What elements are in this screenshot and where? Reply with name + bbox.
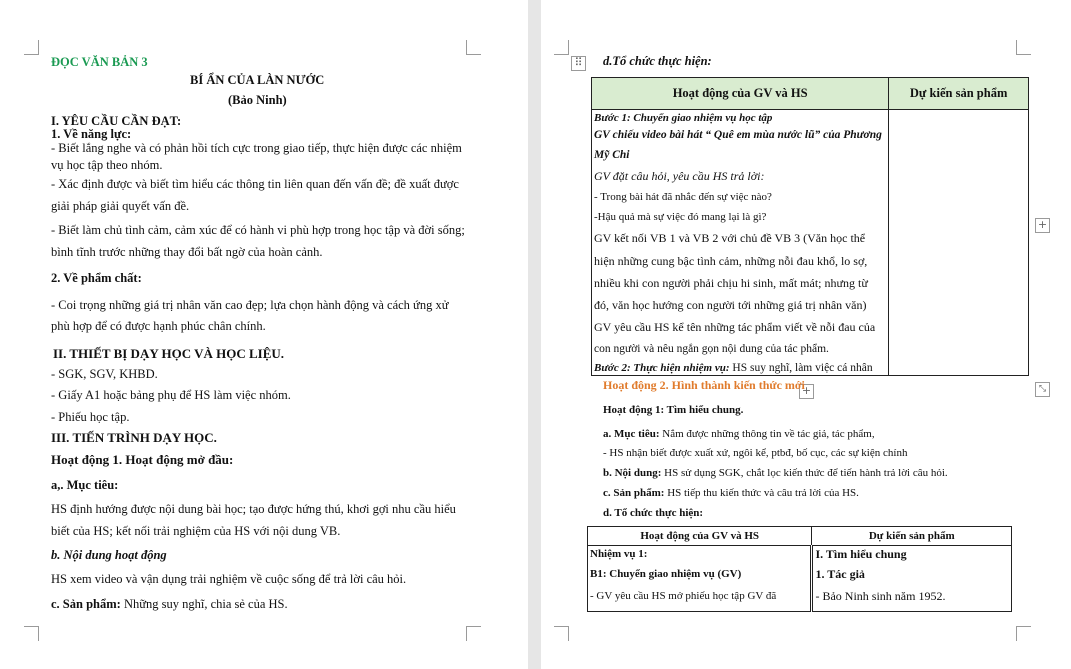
step-text: HS suy nghĩ, làm việc cá nhân (729, 362, 873, 374)
skills-heading: 1. Về năng lực: (51, 127, 132, 141)
goal-label: a. Mục tiêu: (603, 428, 660, 440)
crop-mark-bottom-left (554, 626, 569, 641)
table-cell-products (812, 546, 1012, 612)
product-label: c. Sản phẩm: (51, 597, 121, 611)
process-heading: III. TIẾN TRÌNH DẠY HỌC. (51, 430, 217, 445)
table-header: Hoạt động của GV và HS (588, 527, 812, 546)
table-cell-products (889, 110, 1029, 376)
content-heading: b. Nội dung hoạt động (51, 548, 167, 562)
cell-line: 1. Tác giả (815, 567, 865, 581)
skill-text: giải pháp giải quyết vấn đề. (51, 199, 190, 213)
crop-mark-bottom-left (24, 626, 39, 641)
goal-text: Nắm được những thông tin về tác giả, tác phẩm, (659, 428, 875, 440)
equipment-item: - SGK, SGV, KHBD. (51, 367, 158, 381)
activity-2-heading: Hoạt động 2. Hình thành kiến thức mới (603, 378, 805, 392)
requirements-heading: I. YÊU CẦU CẦN ĐẠT: (51, 114, 182, 128)
goal-line (603, 426, 875, 442)
product-text: Những suy nghĩ, chia sẻ của HS. (120, 597, 288, 611)
activity-table-2 (587, 526, 1012, 612)
section-heading: ĐỌC VĂN BẢN 3 (51, 55, 148, 69)
document-title: BÍ ẨN CỦA LÀN NƯỚC (190, 73, 325, 87)
organization-heading-2: d. Tổ chức thực hiện: (603, 507, 704, 519)
cell-line: -Hậu quả mà sự việc đó mang lại là gì? (594, 211, 767, 223)
table-header: Dự kiến sản phẩm (812, 527, 1012, 546)
resize-icon[interactable]: ⤡ (1035, 382, 1050, 397)
equipment-item: - Phiếu học tập. (51, 410, 130, 424)
plus-icon[interactable]: + (799, 384, 814, 399)
cell-line: GV yêu cầu HS kể tên những tác phẩm viết về nỗi đau của (594, 320, 876, 334)
equipment-item: - Giấy A1 hoặc bảng phụ để HS làm việc nhóm. (51, 388, 291, 402)
task-label: Nhiệm vụ 1: (590, 548, 648, 560)
cell-line: đó, văn học hướng con người tới những giá trị nhân văn) (594, 298, 867, 312)
step-label: Bước 2: Thực hiện nhiệm vụ: (594, 362, 730, 374)
activity-heading: Hoạt động 1. Hoạt động mở đầu: (51, 452, 234, 467)
goal-text: - HS nhận biết được xuất xứ, ngôi kể, ptbđ, bố cục, các sự kiện chính (603, 447, 908, 459)
document-author: (Bảo Ninh) (228, 93, 287, 107)
move-handle-icon[interactable]: ⠿ (571, 56, 586, 71)
table-cell-activities (588, 546, 812, 612)
goal-heading: a,. Mục tiêu: (51, 478, 119, 492)
product-label: c. Sản phẩm: (603, 487, 665, 499)
skill-text: - Biết lắng nghe và có phản hồi tích cực trong giao tiếp, thực hiện được các nhiệm (51, 141, 462, 155)
cell-line: Mỹ Chi (594, 149, 630, 161)
product-line (603, 485, 859, 501)
page-gap (528, 0, 541, 669)
goal-text: biết của HS; kết nối trải nghiệm của HS với nội dung VB. (51, 524, 341, 538)
cell-line: I. Tìm hiểu chung (815, 547, 907, 561)
crop-mark-bottom-right (1016, 626, 1031, 641)
cell-line: - Trong bài hát đã nhắc đến sự việc nào? (594, 191, 772, 203)
quality-text: - Coi trọng những giá trị nhân văn cao đẹp; lựa chọn hành động và cách ứng xử (51, 298, 449, 312)
table-header: Hoạt động của GV và HS (592, 78, 889, 110)
table-cell-activities (592, 110, 889, 376)
organization-heading: d.Tổ chức thực hiện: (603, 54, 712, 68)
activity-table-1 (591, 77, 1029, 376)
crop-mark-top-left (24, 40, 39, 55)
crop-mark-bottom-right (466, 626, 481, 641)
document-page-1 (0, 0, 528, 669)
step-line: Bước 1: Chuyển giao nhiệm vụ học tập (594, 112, 773, 124)
cell-line: hiện những cung bậc tình cảm, những nỗi đau khổ, lo sợ, (594, 254, 868, 268)
skill-text: bình tĩnh trước những thay đổi bất ngờ của hoàn cảnh. (51, 245, 323, 259)
skill-text: - Biết làm chủ tình cảm, cảm xúc để có hành vi phù hợp trong học tập và đời sống; (51, 223, 465, 237)
cell-line: B1: Chuyển giao nhiệm vụ (GV) (590, 568, 742, 580)
quality-text: phù hợp để có được hạnh phúc chân chính. (51, 319, 266, 333)
equipment-heading: II. THIẾT BỊ DẠY HỌC VÀ HỌC LIỆU. (53, 346, 285, 361)
activity-1-subheading: Hoạt động 1: Tìm hiểu chung. (603, 404, 744, 416)
goal-text: HS định hướng được nội dung bài học; tạo được hứng thú, khơi gợi nhu cầu hiểu (51, 502, 456, 516)
step-line (594, 360, 873, 376)
content-line (603, 465, 948, 481)
document-page-2 (541, 0, 1071, 669)
skill-text: vụ học tập theo nhóm. (51, 158, 163, 172)
crop-mark-top-left (554, 40, 569, 55)
cell-line: GV chiếu video bài hát “ Quê em mùa nước lũ” của Phương (594, 129, 882, 141)
cell-line: - Bảo Ninh sinh năm 1952. (815, 589, 946, 603)
product-text: HS tiếp thu kiến thức và câu trả lời của HS. (664, 487, 859, 499)
content-text: HS xem video và vận dụng trải nghiệm về cuộc sống để trả lời câu hỏi. (51, 572, 407, 586)
quality-heading: 2. Về phẩm chất: (51, 271, 142, 285)
cell-line: nhiều khi con người phải chịu hi sinh, mất mát; nhưng từ (594, 276, 868, 290)
cell-line: GV kết nối VB 1 và VB 2 với chủ đề VB 3 (Văn học thể (594, 231, 866, 245)
cell-line: con người và nêu ngắn gọn nội dung của tác phẩm. (594, 343, 829, 355)
crop-mark-top-right (1016, 40, 1031, 55)
content-text: HS sử dụng SGK, chắt lọc kiến thức để tiến hành trả lời câu hỏi. (661, 467, 948, 479)
content-label: b. Nội dung: (603, 467, 662, 479)
cell-line: GV đặt câu hỏi, yêu cầu HS trả lời: (594, 169, 765, 183)
crop-mark-top-right (466, 40, 481, 55)
plus-icon[interactable]: + (1035, 218, 1050, 233)
product-line (51, 596, 288, 612)
cell-line: - GV yêu cầu HS mở phiếu học tập GV đã (590, 590, 777, 602)
table-header: Dự kiến sản phẩm (889, 78, 1029, 110)
skill-text: - Xác định được và biết tìm hiểu các thông tin liên quan đến vấn đề; đề xuất được (51, 177, 459, 191)
